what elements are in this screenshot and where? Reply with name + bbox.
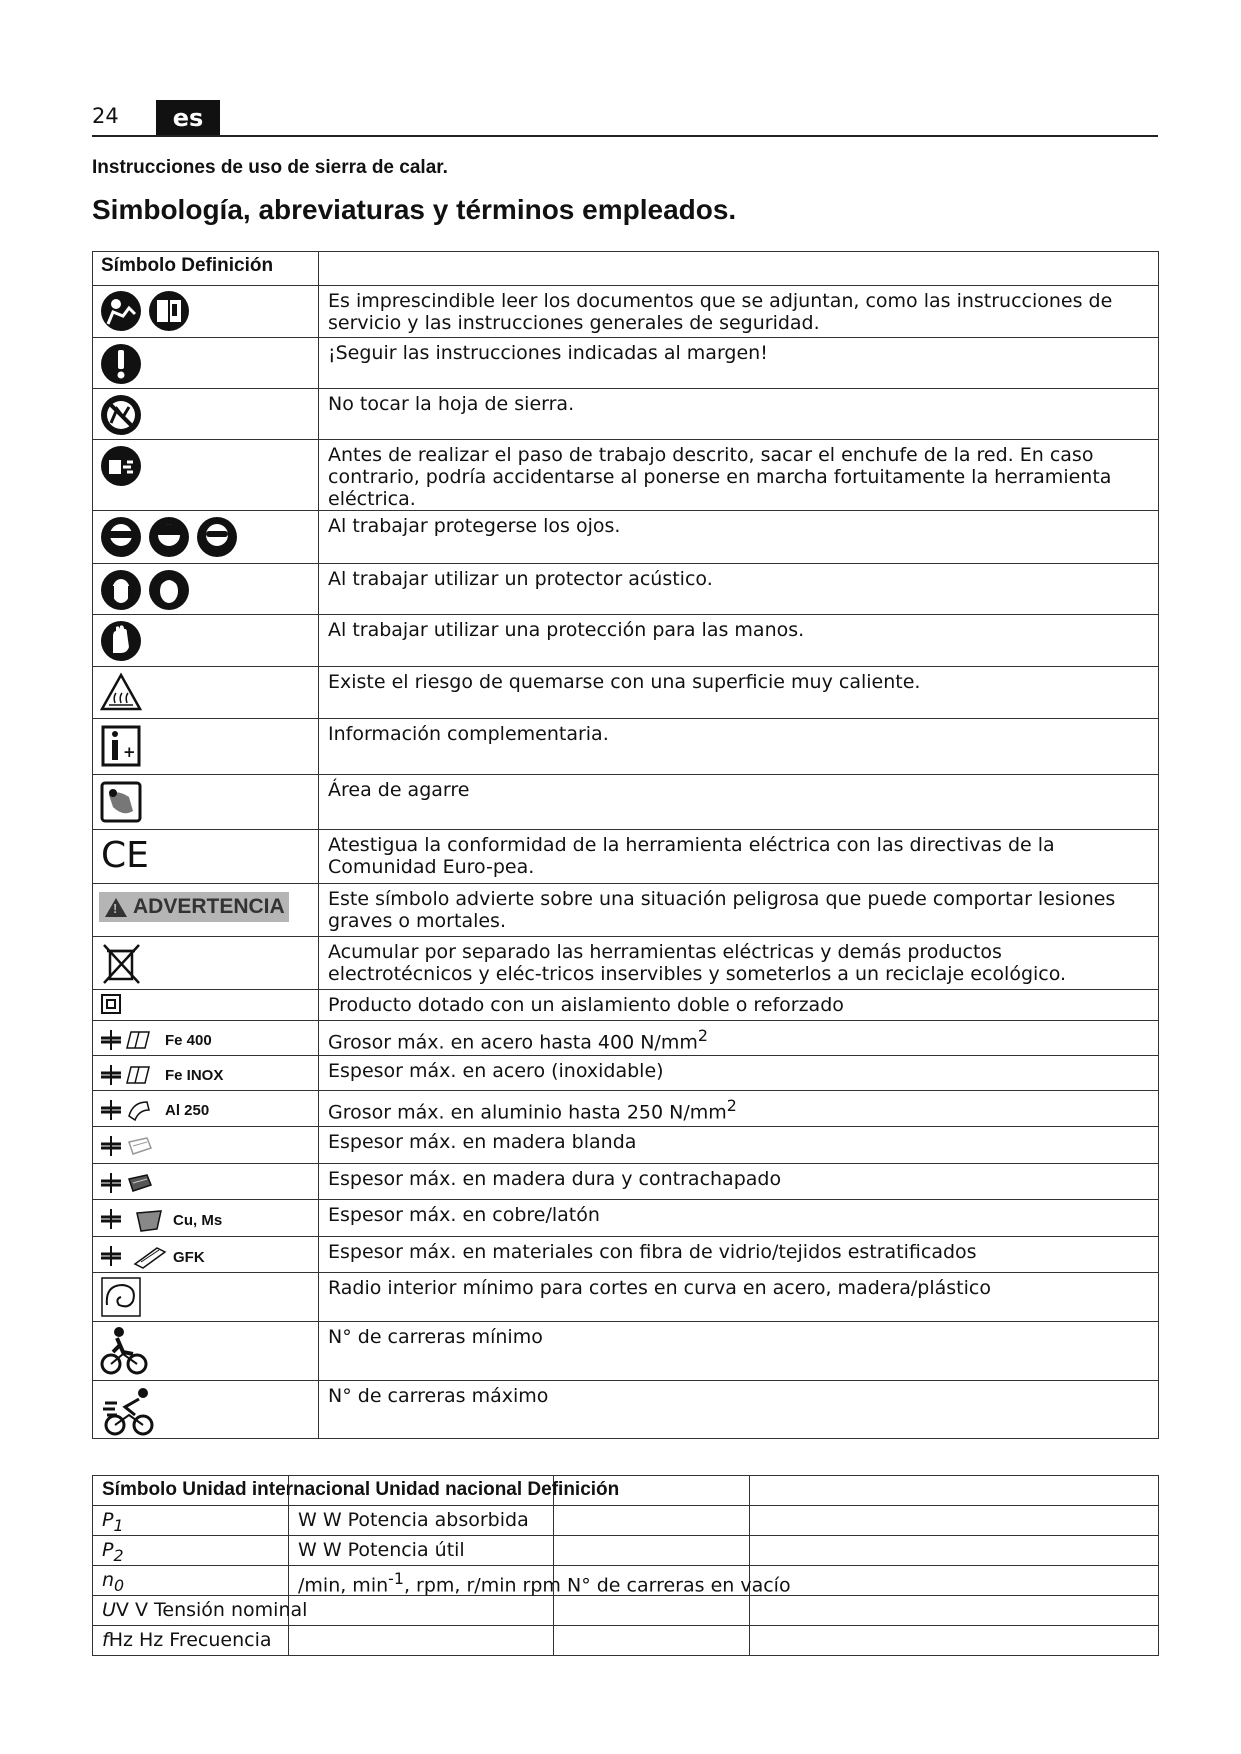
units-table-cell: [750, 1596, 1159, 1626]
definition-cell: Este símbolo advierte sobre una situación peligrosa que puede comportar lesiones graves o mortales.: [319, 884, 1159, 937]
symbol-cell: [93, 1273, 319, 1322]
superscript: 2: [726, 1096, 737, 1115]
definition-cell: Radio interior mínimo para cortes en curva en acero, madera/plástico: [319, 1273, 1159, 1322]
subtitle: Instrucciones de uso de sierra de calar.: [92, 157, 448, 178]
units-row-text: W W Potencia útil: [298, 1539, 465, 1561]
units-symbol-cell: [93, 1536, 289, 1566]
units-text: Hz Hz Frecuencia: [108, 1629, 272, 1651]
symbol-cell: [93, 884, 319, 937]
ce-mark-text: CE: [101, 835, 149, 876]
symbol-letter: P: [102, 1509, 114, 1531]
symbol-letter: f: [102, 1629, 109, 1651]
svg-text:+: +: [123, 743, 136, 761]
units-cell: [289, 1536, 554, 1566]
page-title: Simbología, abreviaturas y términos empleados.: [92, 194, 737, 225]
material-symbol: [99, 1202, 314, 1233]
units-text-b: , rpm, r/min rpm N° de carreras en vacío: [403, 1574, 791, 1597]
definition-text: Grosor máx. en aluminio hasta 250 N/mm: [328, 1101, 727, 1124]
units-cell: [289, 1566, 791, 1597]
material-symbol: [99, 1058, 314, 1087]
material-symbol: [99, 1239, 314, 1270]
symbols-table-header: Símbolo Definición: [93, 252, 319, 286]
symbol-cell: [93, 1237, 319, 1273]
units-row-text: [102, 1599, 307, 1621]
definition-cell: Es imprescindible leer los documentos que se adjuntan, como las instrucciones de servicio y las instrucciones generales de seguridad.: [319, 286, 1159, 338]
units-symbol: [102, 1569, 124, 1595]
ear-protection-icon: [99, 566, 199, 612]
units-cell: [289, 1506, 554, 1536]
units-symbol: [102, 1539, 124, 1565]
definition-cell: Espesor máx. en madera dura y contrachapado: [319, 1164, 1159, 1200]
units-text: V V Tensión nominal: [115, 1599, 308, 1621]
symbol-cell: [93, 1021, 319, 1056]
hot-surface-icon: [99, 669, 145, 715]
max-strokes-cyclist-icon: [99, 1383, 159, 1437]
symbol-cell: [93, 389, 319, 440]
units-table-cell: [554, 1536, 750, 1566]
symbol-cell: [93, 1381, 319, 1439]
material-label: Al 250: [165, 1101, 210, 1119]
definition-cell: Al trabajar protegerse los ojos.: [319, 511, 1159, 564]
definition-cell: Acumular por separado las herramientas eléctricas y demás productos electrotécnicos y eléc-tricos inservibles y someterlos a un reciclaje ecológico.: [319, 937, 1159, 990]
symbol-cell: [93, 338, 319, 389]
cut-thickness-steel-icon: [99, 1028, 157, 1052]
units-table-cell: [289, 1626, 554, 1656]
ce-mark-icon: [99, 832, 159, 876]
units-symbol-cell: [93, 1626, 289, 1656]
symbol-cell: [93, 1056, 319, 1091]
definition-cell: [319, 990, 1159, 1021]
symbol-cell: [93, 1164, 319, 1200]
definition-cell: [319, 1091, 1159, 1127]
material-symbol: [99, 1166, 314, 1195]
symbol-cell: [93, 667, 319, 719]
units-superscript: -1: [388, 1569, 404, 1588]
units-table-cell: [750, 1626, 1159, 1656]
definition-cell: Espesor máx. en materiales con fibra de vidrio/tejidos estratificados: [319, 1237, 1159, 1273]
curve-radius-icon: [99, 1275, 145, 1319]
symbol-cell: [93, 937, 319, 990]
units-table-cell: [750, 1566, 1159, 1596]
units-table-cell: [554, 1506, 750, 1536]
eye-protection-icon: [99, 513, 249, 559]
units-symbol-cell: [93, 1566, 289, 1596]
definition-cell: ¡Seguir las instrucciones indicadas al margen!: [319, 338, 1159, 389]
definition-text: Producto dotado con un aislamiento doble o reforzado: [328, 994, 844, 1016]
symbol-cell: [93, 719, 319, 775]
superscript: 2: [697, 1026, 708, 1045]
language-badge: es: [156, 100, 220, 136]
warning-exclamation-icon: [99, 340, 145, 386]
symbol-subscript: 2: [113, 1545, 124, 1565]
cut-thickness-aluminium-icon: [99, 1098, 157, 1122]
header-rule: [92, 135, 1158, 137]
advertencia-label: [99, 892, 289, 922]
units-row-text: [298, 1569, 791, 1596]
symbol-cell: [93, 1127, 319, 1164]
symbol-cell: [93, 1091, 319, 1127]
definition-cell: Atestigua la conformidad de la herramienta eléctrica con las directivas de la Comunidad Euro-pea.: [319, 830, 1159, 884]
warning-triangle-icon: [105, 898, 127, 917]
material-symbol: [99, 1129, 314, 1158]
info-icon: [99, 721, 145, 769]
units-table-cell: [750, 1506, 1159, 1536]
weee-bin-icon: [99, 939, 145, 987]
definition-cell: Información complementaria.: [319, 719, 1159, 775]
advertencia-text: ADVERTENCIA: [133, 895, 285, 918]
symbol-cell: [93, 990, 319, 1021]
definition-text: Grosor máx. en acero hasta 400 N/mm: [328, 1031, 698, 1054]
definition-cell: Espesor máx. en acero (inoxidable): [319, 1056, 1159, 1091]
definition-cell: N° de carreras máximo: [319, 1381, 1159, 1439]
symbol-cell: [93, 511, 319, 564]
units-table-header: Símbolo Unidad internacional Unidad nacional Definición: [102, 1479, 620, 1500]
grip-area-icon: [99, 777, 145, 825]
symbol-subscript: 0: [114, 1575, 125, 1595]
units-row-text: W W Potencia absorbida: [298, 1509, 529, 1531]
units-symbol-cell: [93, 1506, 289, 1536]
units-text-a: /min, min: [298, 1574, 389, 1597]
unplug-icon: [99, 442, 145, 488]
units-table-cell: [750, 1536, 1159, 1566]
definition-cell: [319, 1021, 1159, 1056]
symbol-letter: n: [102, 1569, 115, 1591]
symbol-cell: [93, 1322, 319, 1381]
symbol-cell: [93, 830, 319, 884]
units-symbol: [102, 1509, 124, 1535]
definition-cell: Existe el riesgo de quemarse con una superficie muy caliente.: [319, 667, 1159, 719]
symbol-letter: P: [102, 1539, 114, 1561]
material-label: GFK: [173, 1248, 205, 1266]
material-label: Fe INOX: [165, 1066, 224, 1084]
material-symbol: [99, 1093, 314, 1122]
cut-thickness-softwood-icon: [99, 1134, 157, 1158]
material-label: Fe 400: [165, 1031, 212, 1049]
definition-cell: Al trabajar utilizar una protección para las manos.: [319, 615, 1159, 667]
symbols-table: [92, 251, 1159, 1439]
units-symbol-cell: [93, 1596, 308, 1626]
symbols-table-header-empty: [319, 252, 1159, 286]
symbol-cell: [93, 564, 319, 615]
symbol-cell: [93, 615, 319, 667]
units-row-text: [102, 1629, 272, 1651]
definition-cell: Espesor máx. en madera blanda: [319, 1127, 1159, 1164]
definition-cell: Área de agarre: [319, 775, 1159, 830]
symbol-subscript: 1: [113, 1515, 124, 1535]
units-table-cell: [554, 1626, 750, 1656]
cut-thickness-inox-icon: [99, 1063, 157, 1087]
symbol-cell: [93, 775, 319, 830]
cut-thickness-copper-icon: [99, 1207, 169, 1233]
min-strokes-cyclist-icon: [99, 1324, 151, 1378]
definition-cell: Al trabajar utilizar un protector acústico.: [319, 564, 1159, 615]
cut-thickness-hardwood-icon: [99, 1171, 157, 1195]
symbol-cell: [93, 1200, 319, 1237]
definition-cell: Espesor máx. en cobre/latón: [319, 1200, 1159, 1237]
units-table-header-cell: [93, 1476, 620, 1506]
symbol-cell: [93, 286, 319, 338]
read-manual-icon: [99, 288, 195, 334]
double-insulation-icon: [99, 992, 123, 1016]
units-table-cell: [289, 1596, 554, 1626]
symbol-cell: [93, 440, 319, 511]
material-symbol: [99, 1023, 314, 1052]
units-table-cell: [750, 1476, 1159, 1506]
definition-cell: N° de carreras mínimo: [319, 1322, 1159, 1381]
gloves-icon: [99, 617, 145, 663]
units-table-cell: [554, 1596, 750, 1626]
units-table: [92, 1475, 1159, 1656]
definition-cell: No tocar la hoja de sierra.: [319, 389, 1159, 440]
definition-cell: Antes de realizar el paso de trabajo descrito, sacar el enchufe de la red. En caso contrario, podría accidentarse al ponerse en marcha fortuitamente la herramienta eléctrica.: [319, 440, 1159, 511]
no-touch-blade-icon: [99, 391, 145, 437]
cut-thickness-fiberglass-icon: [99, 1244, 169, 1270]
material-label: Cu, Ms: [173, 1211, 223, 1229]
page-number: 24: [92, 104, 119, 128]
symbol-letter: U: [102, 1599, 116, 1621]
